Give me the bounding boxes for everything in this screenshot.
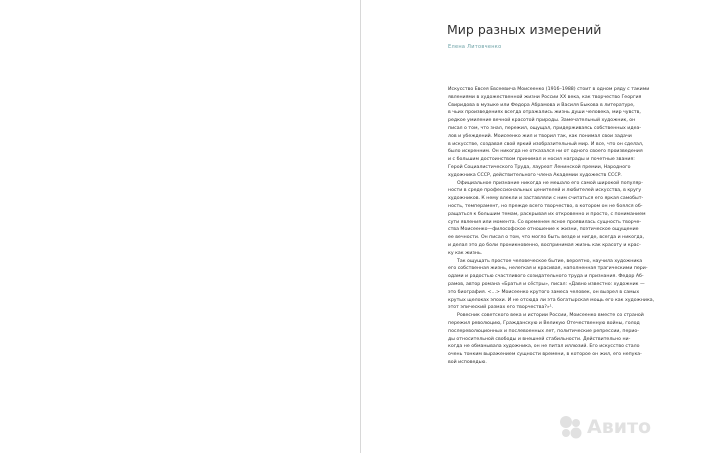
avito-logo-icon bbox=[558, 414, 584, 440]
watermark-text: Авито bbox=[587, 416, 652, 438]
right-page bbox=[361, 0, 720, 453]
paragraph: Ровесник советского века и истории России, Моисеенко вместе со страной пережил революцию, Гражданскую и Великую Отечественную войны, голод послереволюционных и послевоенных лет, политические репрессии, перио- ды относительной свободы и внешней стабильности. Действительно ни- когда не обманывала художника, он не питал иллюзий. Его искусство стало очень тонким выражением сущности времени, в которое он жил, его непука- вой исповедью. bbox=[448, 313, 644, 365]
article-author: Елена Литовченко bbox=[448, 44, 502, 50]
paragraph: Официальное признание никогда не мешало его самой широкой популяр- ности в среде профессиональных ценителей и любителей искусства, в кругу художников. К нему влекли и заставляли с ним считаться его яркая самобыт- ность, темперамент, но прежде всего творчество, в котором он не боялся об- ращаться к большим темам, раскрывая их откровенно и просто, с пониманием сути явления или момента. Со временем ясное проявилась сущность творче- ства Моисеенко—философское отношение к жизни, поэтическое ощущение ее вечности. Он писал о том, что могло быть везде и нигде, всегда и никогда, и делал это до боли проникновенно, воспринимая жизнь как красоту и крас- кy как жизнь. bbox=[448, 180, 646, 256]
paragraph: Так ощущать простое человеческое бытие, вероятно, научила художника его собственная жизнь, нелегкая и красивая, наполненная трагическими пери- одами и радостью счастливого созидательного труда и признания. Федор Аб- рамов, автор романа «Братья и сёстры», писал: «Давно известно: художник — это биография. <...> Моисеенко крутого замеса человек, он вызрел в самых крутых щелоках эпохи. И не отсюда ли эта богатырская мощь его как художника, этот эпический размах его творчества?»¹. bbox=[448, 258, 655, 311]
article-title: Мир разных измерений bbox=[447, 22, 602, 37]
article-body bbox=[448, 86, 680, 367]
paragraph: Искусство Евсея Евсеевича Моисеенко (1916–1988) стоит в одном ряду с такими явлениями в художественной жизни России XX века, как творчество Георгия Свиридова в музыке или Федора Абрамова и Василя Быкова в литературе, в чьих произведениях всегда отражались жизнь души человека, мир чувств, редкое умиление вечной красотой природы. Замечательный художник, он писал о том, что знал, пережил, ощущал, придерживаясь собственных идеа- лов и убеждений. Моисеенко жил и творил так, как понимал свои задачи в искусстве, создавая свой яркий изобразительный мир. И все, что он сделал, было искренним. Он никогда не отказался ни от одного своего произведения и с большим достоинством принимал и носил награды и почетные звания: Герой Социалистического Труда, лауреат Ленинской премии, Народного художника СССР, действительного члена Академии художеств СССР. bbox=[448, 87, 650, 178]
avito-watermark bbox=[558, 414, 651, 440]
